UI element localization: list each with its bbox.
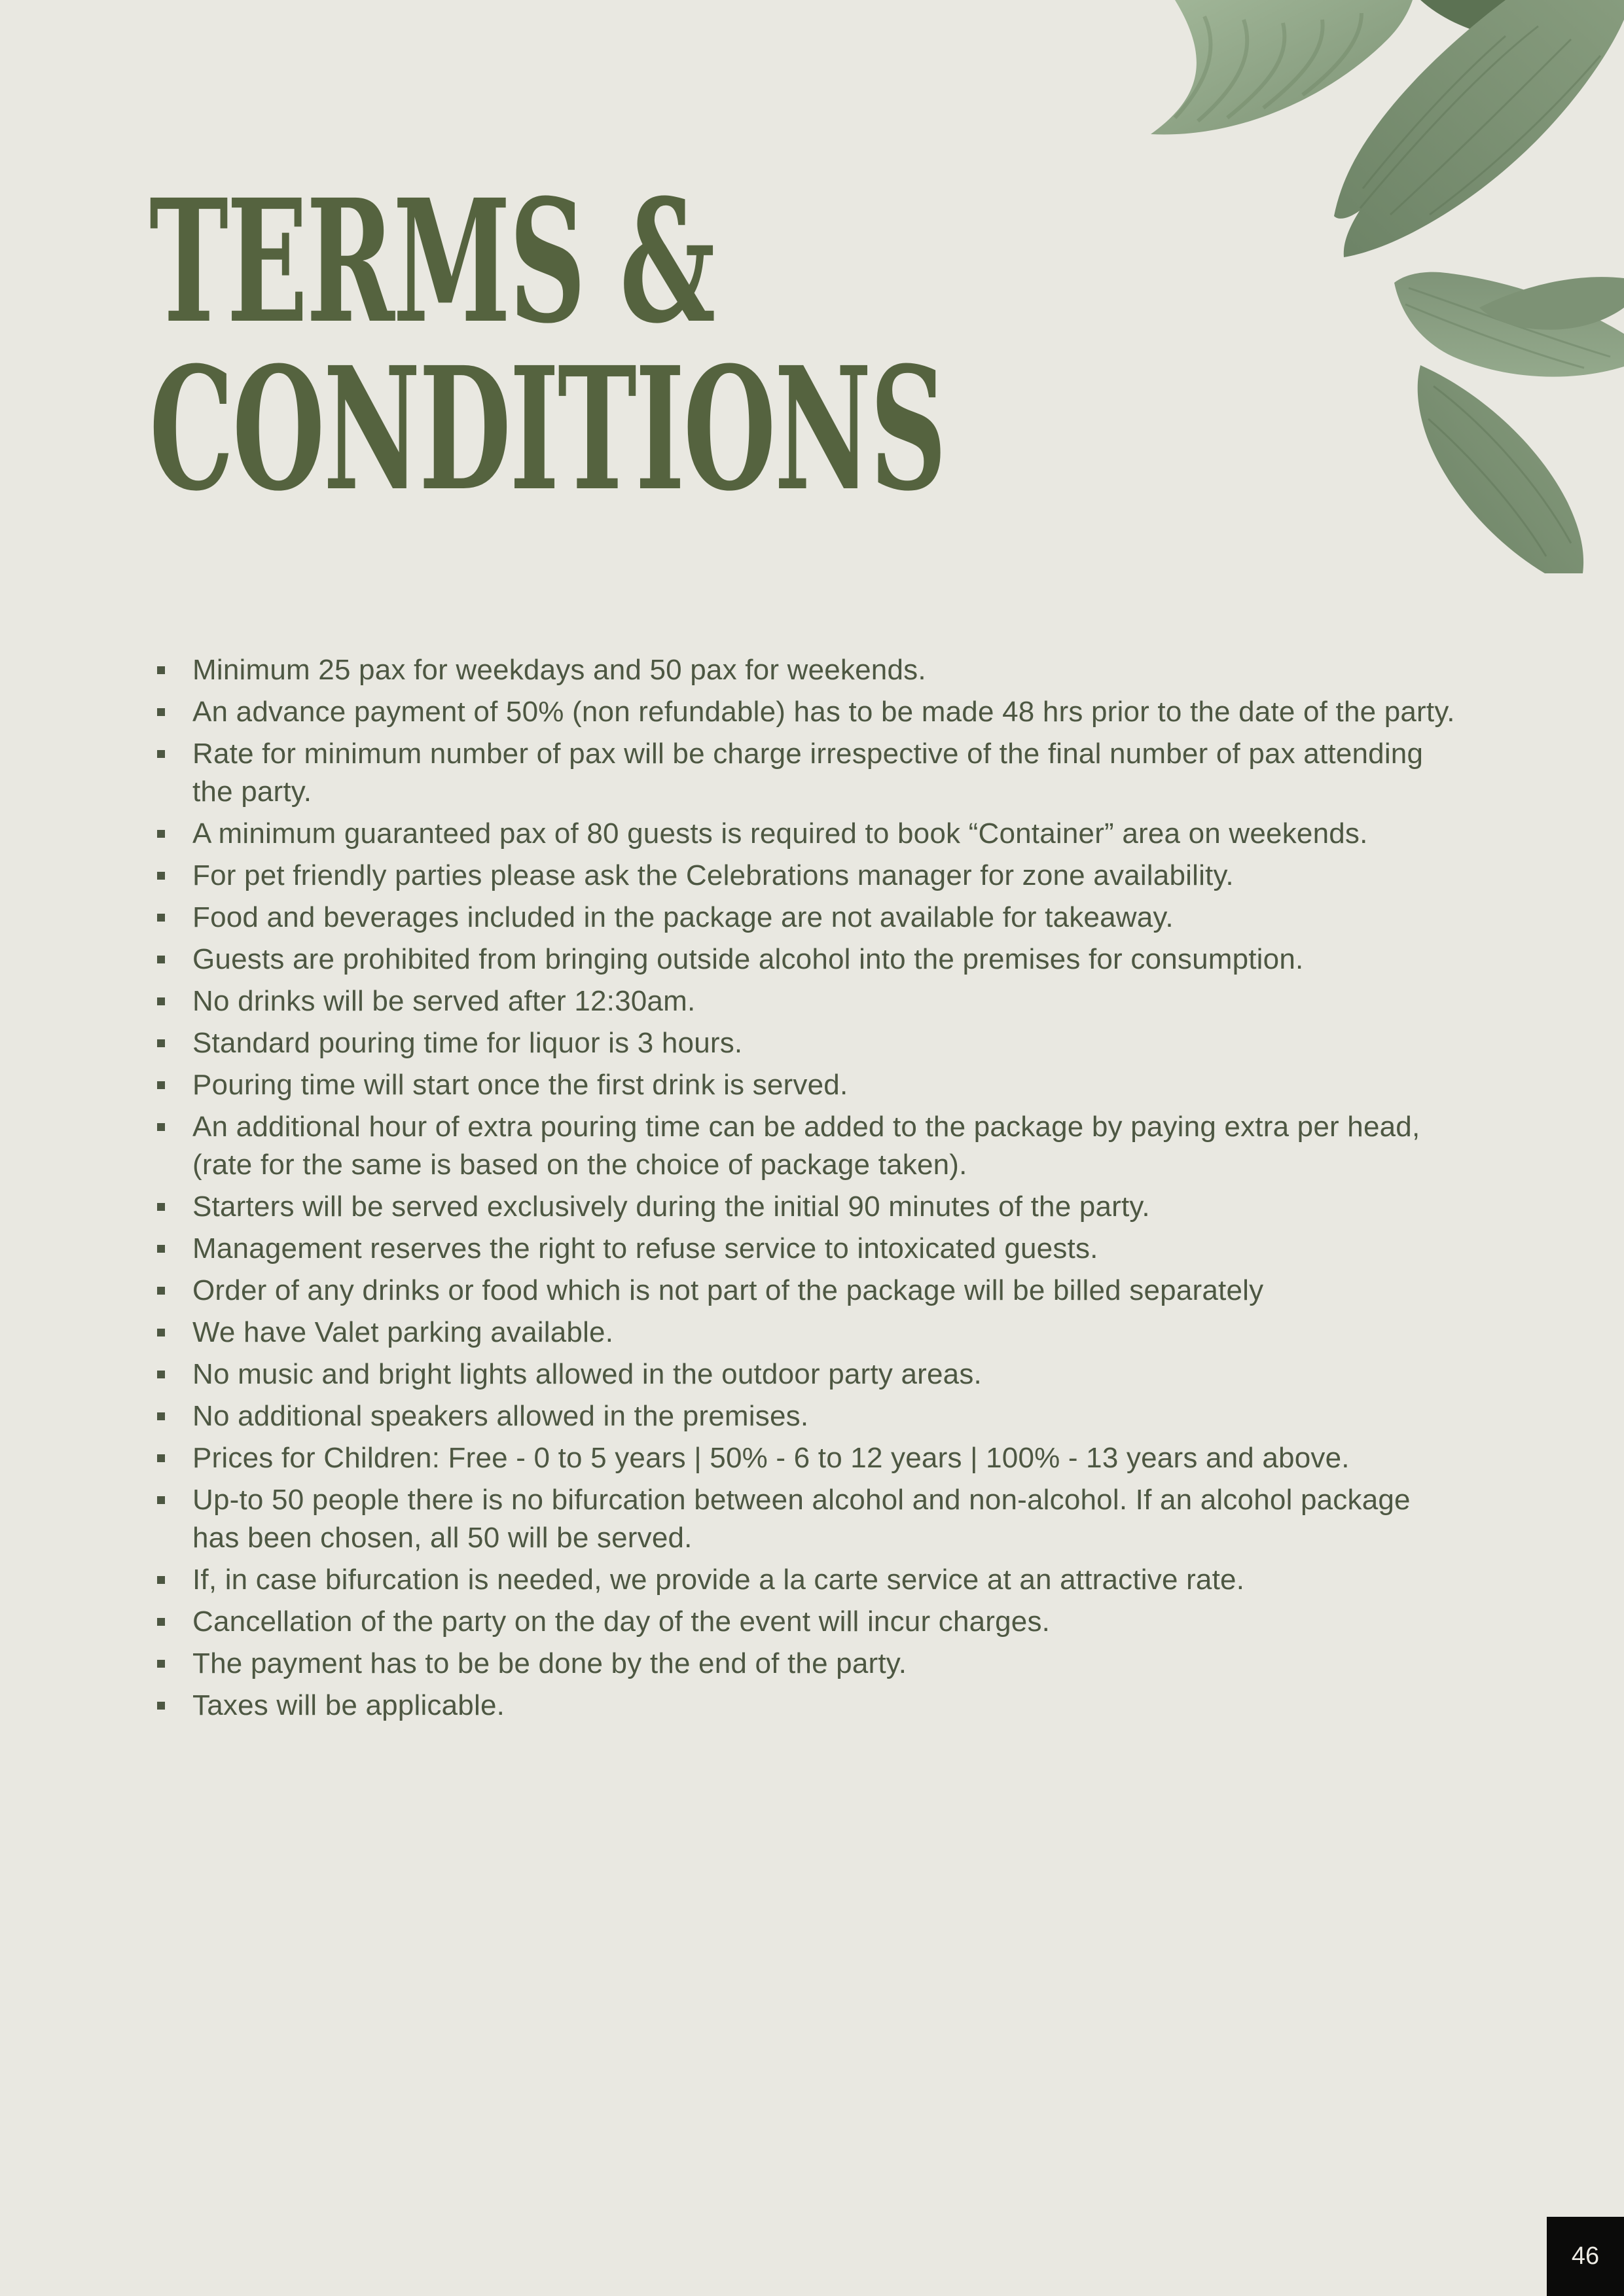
- terms-item: [156, 1645, 1465, 1683]
- page-title-line1: TERMS &: [149, 162, 714, 361]
- bullet-square-icon: [157, 1702, 165, 1710]
- terms-item-text: Food and beverages included in the package are not available for takeaway.: [192, 901, 1174, 933]
- bullet-square-icon: [157, 750, 165, 758]
- bullet-square-icon: [157, 1287, 165, 1295]
- terms-item: [156, 982, 1465, 1020]
- bullet-square-icon: [157, 872, 165, 880]
- terms-item-text: No music and bright lights allowed in the outdoor party areas.: [192, 1358, 982, 1390]
- terms-item-text: Up-to 50 people there is no bifurcation between alcohol and non-alcohol. If an alcohol package has been chosen, all 50 will be served.: [192, 1484, 1411, 1554]
- terms-item-text: An additional hour of extra pouring time can be added to the package by paying extra per head, (rate for the same is based on the choice of package taken).: [192, 1111, 1420, 1181]
- terms-item: [156, 1603, 1465, 1641]
- terms-item: [156, 1066, 1465, 1104]
- page-number-badge: [1547, 2217, 1624, 2296]
- terms-item: [156, 1397, 1465, 1435]
- terms-item: [156, 941, 1465, 978]
- terms-item: [156, 1272, 1465, 1310]
- bullet-square-icon: [157, 1660, 165, 1668]
- terms-item-text: No additional speakers allowed in the premises.: [192, 1400, 809, 1432]
- page-number: 46: [1571, 2242, 1600, 2270]
- terms-item-text: Management reserves the right to refuse service to intoxicated guests.: [192, 1232, 1098, 1265]
- bullet-square-icon: [157, 1371, 165, 1378]
- page-title: [149, 162, 945, 528]
- terms-item: [156, 1230, 1465, 1268]
- terms-item: [156, 1314, 1465, 1352]
- terms-item-text: We have Valet parking available.: [192, 1316, 614, 1348]
- bullet-square-icon: [157, 1081, 165, 1089]
- terms-item-text: No drinks will be served after 12:30am.: [192, 985, 696, 1017]
- bullet-square-icon: [157, 1203, 165, 1211]
- terms-item-text: Pouring time will start once the first drink is served.: [192, 1069, 848, 1101]
- terms-item: [156, 1355, 1465, 1393]
- bullet-square-icon: [157, 1329, 165, 1336]
- terms-item-text: Taxes will be applicable.: [192, 1689, 505, 1721]
- bullet-square-icon: [157, 1123, 165, 1131]
- bullet-square-icon: [157, 1454, 165, 1462]
- bullet-square-icon: [157, 997, 165, 1005]
- terms-item: [156, 651, 1465, 689]
- terms-item-text: Standard pouring time for liquor is 3 hours.: [192, 1027, 743, 1059]
- terms-item: [156, 1561, 1465, 1599]
- terms-item: [156, 1024, 1465, 1062]
- terms-item-text: Rate for minimum number of pax will be charge irrespective of the final number of pax attending the party.: [192, 738, 1424, 808]
- terms-item-text: Order of any drinks or food which is not part of the package will be billed separately: [192, 1274, 1264, 1306]
- terms-item-text: For pet friendly parties please ask the Celebrations manager for zone availability.: [192, 859, 1234, 891]
- terms-item: [156, 899, 1465, 937]
- terms-item-text: An advance payment of 50% (non refundable) has to be made 48 hrs prior to the date of the party.: [192, 696, 1455, 728]
- terms-item-text: Minimum 25 pax for weekdays and 50 pax for weekends.: [192, 654, 926, 686]
- bullet-square-icon: [157, 830, 165, 838]
- bullet-square-icon: [157, 1039, 165, 1047]
- bullet-square-icon: [157, 1576, 165, 1584]
- terms-item: [156, 815, 1465, 853]
- page-title-line2: CONDITIONS: [149, 330, 945, 528]
- terms-item-text: If, in case bifurcation is needed, we provide a la carte service at an attractive rate.: [192, 1564, 1245, 1596]
- bullet-square-icon: [157, 1245, 165, 1253]
- bullet-square-icon: [157, 1412, 165, 1420]
- terms-item-text: Starters will be served exclusively during the initial 90 minutes of the party.: [192, 1191, 1150, 1223]
- bullet-square-icon: [157, 914, 165, 922]
- bullet-square-icon: [157, 708, 165, 716]
- bullet-square-icon: [157, 956, 165, 963]
- tropical-leaves-icon: [1113, 0, 1624, 576]
- terms-item-text: Cancellation of the party on the day of the event will incur charges.: [192, 1605, 1051, 1638]
- terms-item: [156, 693, 1465, 731]
- terms-item: [156, 857, 1465, 895]
- terms-item: [156, 735, 1465, 811]
- terms-item-text: Guests are prohibited from bringing outside alcohol into the premises for consumption.: [192, 943, 1304, 975]
- bullet-square-icon: [157, 1618, 165, 1626]
- terms-item: [156, 1439, 1465, 1477]
- terms-item-text: Prices for Children: Free - 0 to 5 years | 50% - 6 to 12 years | 100% - 13 years and above.: [192, 1442, 1350, 1474]
- terms-item: [156, 1188, 1465, 1226]
- terms-item-text: The payment has to be be done by the end of the party.: [192, 1647, 907, 1679]
- terms-item-text: A minimum guaranteed pax of 80 guests is required to book “Container” area on weekends.: [192, 817, 1368, 850]
- terms-list: [156, 651, 1465, 1729]
- terms-item: [156, 1481, 1465, 1557]
- bullet-square-icon: [157, 666, 165, 674]
- terms-item: [156, 1687, 1465, 1725]
- terms-item: [156, 1108, 1465, 1184]
- bullet-square-icon: [157, 1496, 165, 1504]
